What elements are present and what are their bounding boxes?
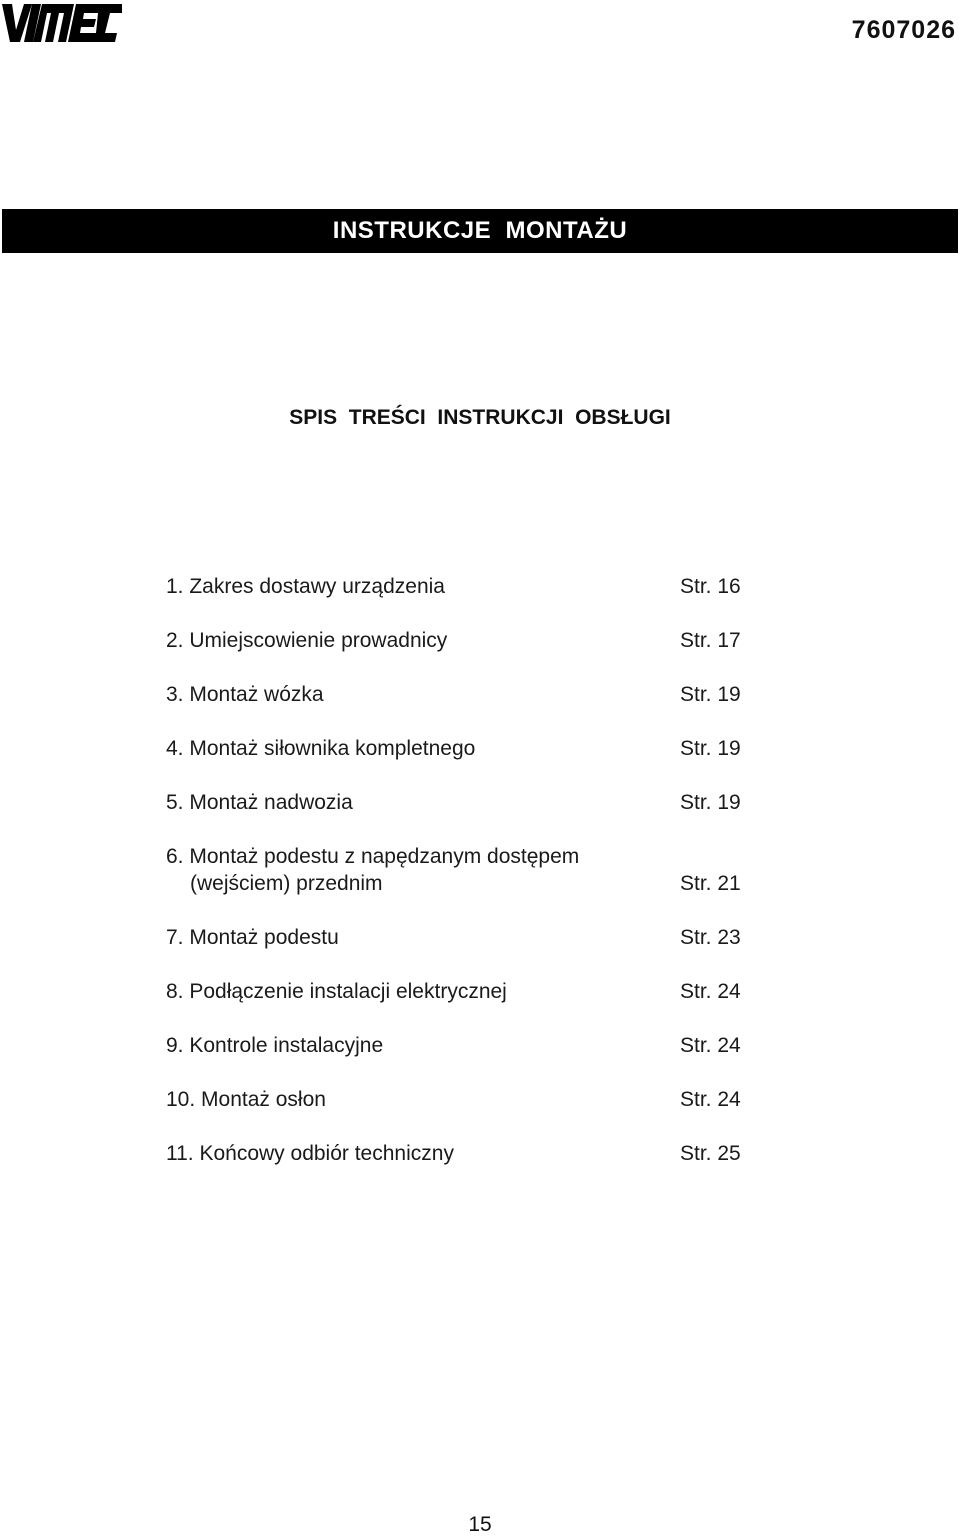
toc-item-page: Str. 24	[680, 980, 741, 1003]
toc-item	[166, 1140, 766, 1167]
toc-item-page: Str. 21	[680, 872, 741, 895]
toc-item-label: 5. Montaż nadwozia	[166, 791, 353, 814]
toc-item-page: Str. 16	[680, 575, 741, 598]
toc-item-label: 9. Kontrole instalacyjne	[166, 1034, 384, 1057]
title-bar	[2, 209, 958, 253]
toc-item-label	[166, 843, 666, 897]
toc-item-page: Str. 19	[680, 737, 741, 760]
toc-item	[166, 681, 766, 708]
toc-item-label: 8. Podłączenie instalacji elektrycznej	[166, 980, 507, 1003]
table-of-contents	[166, 573, 766, 1167]
toc-item-page: Str. 24	[680, 1034, 741, 1057]
toc-item-label: 3. Montaż wózka	[166, 683, 324, 706]
toc-item-label: 1. Zakres dostawy urządzenia	[166, 575, 445, 598]
toc-item-label-line1: 6. Montaż podestu z napędzanym dostępem	[166, 845, 580, 868]
toc-item-page: Str. 19	[680, 791, 741, 814]
toc-item-page: Str. 17	[680, 629, 741, 652]
document-number: 7607026	[851, 16, 956, 44]
toc-item-page: Str. 19	[680, 683, 741, 706]
toc-item	[166, 1086, 766, 1113]
toc-item	[166, 1032, 766, 1059]
toc-item-page: Str. 25	[680, 1142, 741, 1165]
toc-item-label: 10. Montaż osłon	[166, 1088, 326, 1111]
toc-item	[166, 843, 766, 897]
toc-item-page: Str. 24	[680, 1088, 741, 1111]
toc-heading: SPIS TREŚCI INSTRUKCJI OBSŁUGI	[289, 406, 671, 429]
toc-item	[166, 735, 766, 762]
toc-item-label: 4. Montaż siłownika kompletnego	[166, 737, 476, 760]
toc-item-label: 2. Umiejscowienie prowadnicy	[166, 629, 448, 652]
page-number: 15	[468, 1513, 492, 1536]
page-title: INSTRUKCJE MONTAŻU	[332, 217, 628, 244]
vimec-logo	[2, 2, 122, 44]
toc-item-label: 11. Końcowy odbiór techniczny	[166, 1142, 454, 1165]
toc-item	[166, 573, 766, 600]
toc-item-page: Str. 23	[680, 926, 741, 949]
toc-item-label-line2: (wejściem) przednim	[190, 872, 383, 895]
toc-item-label: 7. Montaż podestu	[166, 926, 339, 949]
toc-item	[166, 789, 766, 816]
toc-item	[166, 627, 766, 654]
toc-item	[166, 978, 766, 1005]
toc-item	[166, 924, 766, 951]
